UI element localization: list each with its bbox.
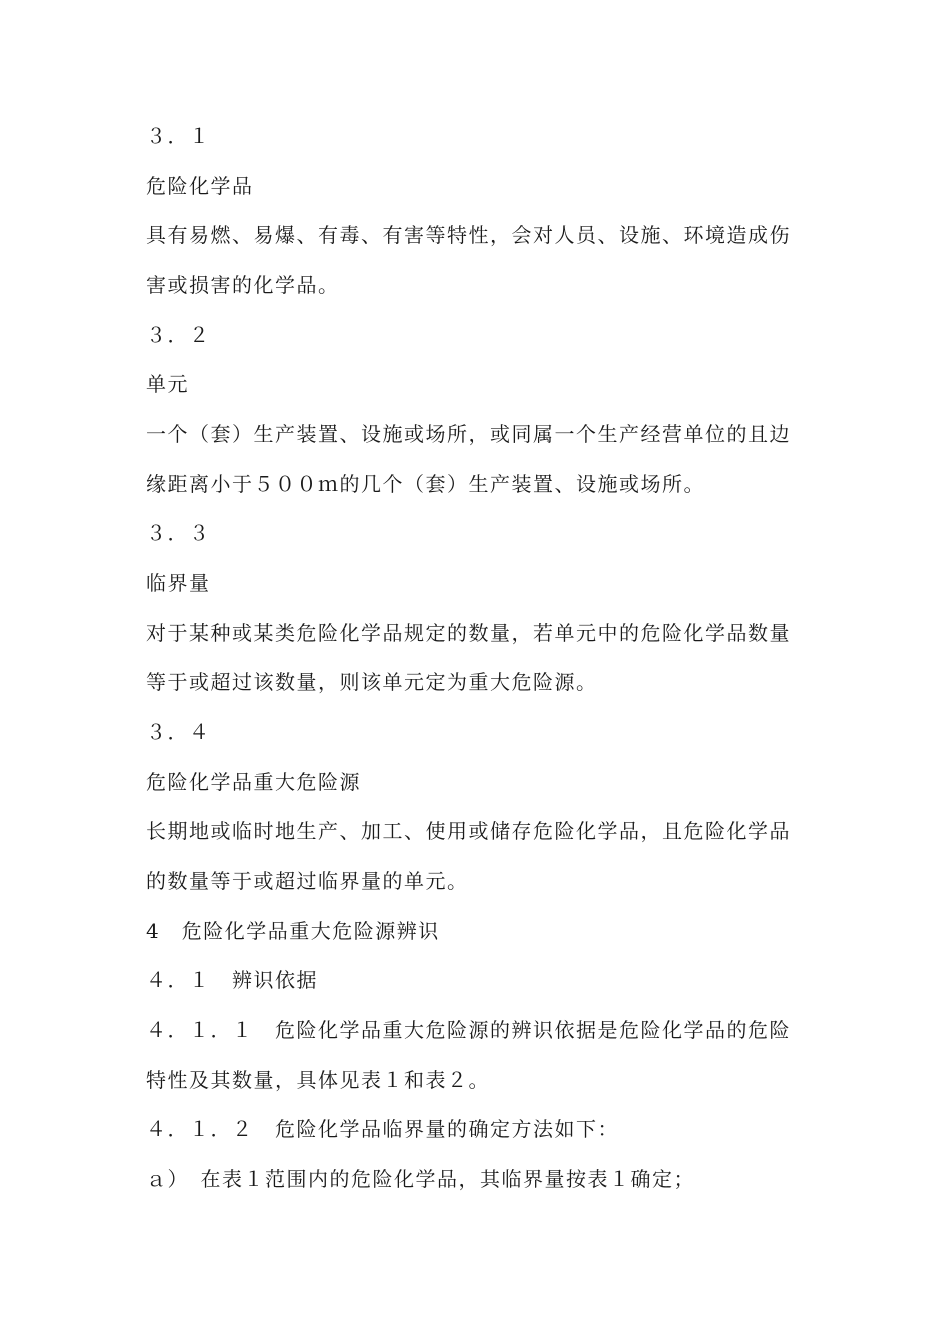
term-definition-line: 等于或超过该数量，则该单元定为重大危险源。 bbox=[146, 670, 598, 694]
section-number-3-4: ３．４ bbox=[146, 720, 211, 744]
term-title: 单元 bbox=[146, 372, 189, 396]
term-definition-line: 具有易燃、易爆、有毒、有害等特性，会对人员、设施、环境造成伤 bbox=[146, 223, 791, 247]
chapter-heading-4: 4 危险化学品重大危险源辨识 bbox=[146, 919, 440, 943]
term-definition-line: 的数量等于或超过临界量的单元。 bbox=[146, 869, 469, 893]
clause-4-1-1: ４．１．１ 危险化学品重大危险源的辨识依据是危险化学品的危险 bbox=[146, 1018, 791, 1042]
list-item-a: ａ） 在表１范围内的危险化学品，其临界量按表１确定； bbox=[146, 1167, 695, 1191]
section-number-3-1: ３．１ bbox=[146, 124, 211, 148]
term-definition-line: 对于某种或某类危险化学品规定的数量，若单元中的危险化学品数量 bbox=[146, 621, 791, 645]
clause-4-1-2: ４．１．２ 危险化学品临界量的确定方法如下： bbox=[146, 1117, 619, 1141]
section-number-3-2: ３．２ bbox=[146, 323, 211, 347]
term-definition-line: 一个（套）生产装置、设施或场所，或同属一个生产经营单位的且边 bbox=[146, 422, 791, 446]
term-definition-line: 缘距离小于５００ｍ的几个（套）生产装置、设施或场所。 bbox=[146, 472, 705, 496]
term-definition-line: 长期地或临时地生产、加工、使用或储存危险化学品，且危险化学品 bbox=[146, 819, 791, 843]
term-title: 危险化学品重大危险源 bbox=[146, 770, 361, 794]
clause-4-1-1-continued: 特性及其数量，具体见表１和表２。 bbox=[146, 1068, 490, 1092]
section-heading-4-1: ４．１ 辨识依据 bbox=[146, 968, 318, 992]
term-title: 危险化学品 bbox=[146, 174, 254, 198]
term-title: 临界量 bbox=[146, 571, 211, 595]
term-definition-line: 害或损害的化学品。 bbox=[146, 273, 340, 297]
section-number-3-3: ３．３ bbox=[146, 521, 211, 545]
